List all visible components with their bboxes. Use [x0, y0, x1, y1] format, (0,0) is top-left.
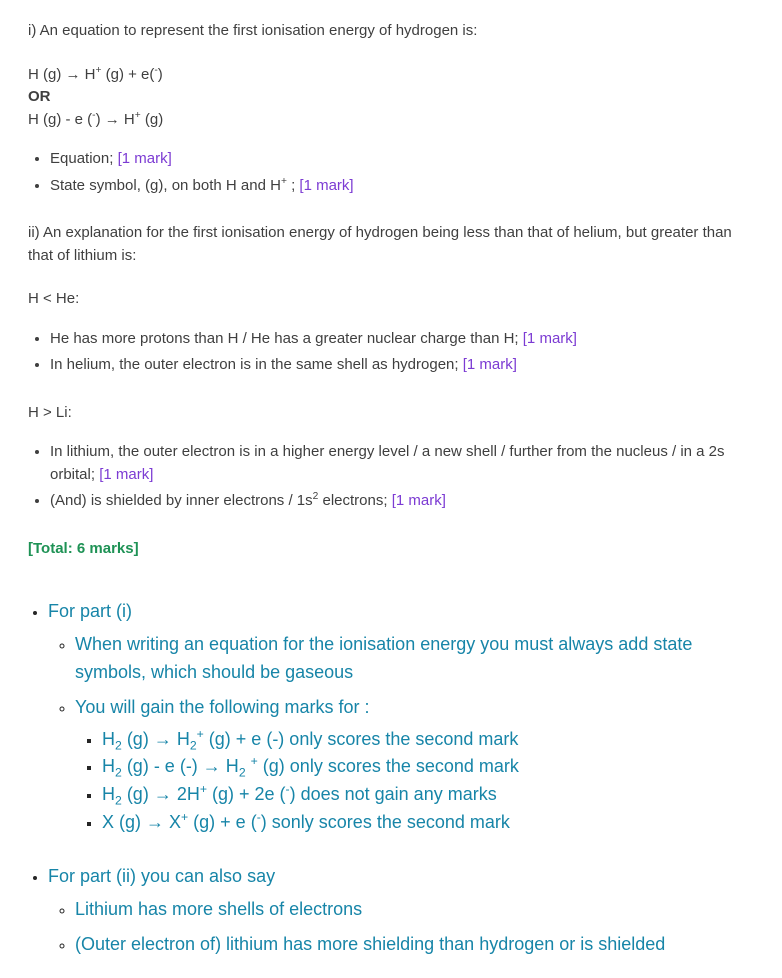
markscheme-section	[28, 20, 740, 560]
tip-point-text: When writing an equation for the ionisation energy you must always add state symbols, which should be gaseous	[75, 633, 693, 682]
tip-point	[75, 694, 740, 837]
list-item	[50, 441, 740, 486]
tip-part-ii-points	[48, 896, 740, 959]
list-item	[50, 490, 740, 513]
tip-equation	[102, 809, 740, 837]
part-i-intro: i) An equation to represent the first ionisation energy of hydrogen is:	[28, 22, 478, 39]
tip-equation	[102, 781, 740, 809]
tip-equations-list	[75, 726, 740, 838]
mark-badge: [1 mark]	[117, 150, 172, 167]
examiner-tips-section	[28, 598, 740, 959]
tip-part-ii	[48, 863, 740, 959]
mark-badge: [1 mark]	[99, 465, 154, 483]
list-item	[50, 175, 740, 198]
mark-badge: [1 mark]	[299, 176, 354, 194]
mark-badge: [1 mark]	[462, 356, 517, 373]
tip-equation-text: X (g) → X+ (g) + e (-) sonly scores the second mark	[102, 810, 510, 833]
or-label: OR	[28, 88, 51, 105]
bullet-text: (And) is shielded by inner electrons / $1s^2$ electrons;	[50, 491, 392, 509]
tip-point-text: You will gain the following marks for :	[75, 696, 370, 717]
tip-equation	[102, 726, 740, 754]
tip-equation-text: $H_2$ (g) → 2H+ (g) + 2e (-) does not gain any marks	[102, 782, 497, 808]
tip-equation-text: $H_2$ (g) - e (-) → $H_2$ + (g) only scores the second mark	[102, 754, 519, 781]
tip-point-text: Lithium has more shells of electrons	[75, 899, 363, 920]
bullet-text: He has more protons than H / He has a greater nuclear charge than H;	[50, 329, 523, 347]
list-item	[50, 148, 740, 171]
li-marks-list	[28, 441, 740, 513]
bullet-text: State symbol, (g), on both H and H+ ;	[50, 175, 300, 194]
h-lt-he-heading: H < He:	[28, 290, 80, 307]
mark-badge: [1 mark]	[391, 492, 446, 509]
tip-title: For part (ii) you can also say	[48, 866, 276, 887]
tip-point	[75, 896, 740, 924]
equation-block	[28, 64, 740, 132]
h-gt-li-heading: H > Li:	[28, 403, 72, 421]
list-item	[50, 328, 740, 351]
equation-line-2: H (g) - e (-) → H+ (g)	[28, 109, 164, 128]
total-marks: [Total: 6 marks]	[28, 539, 139, 557]
tip-point	[75, 931, 740, 959]
tip-title: For part (i)	[48, 601, 133, 621]
tip-point-text: (Outer electron of) lithium has more shielding than hydrogen or is shielded	[75, 933, 666, 954]
bullet-text: In helium, the outer electron is in the same shell as hydrogen;	[50, 356, 463, 373]
tip-equation-text: $H_2$ $(g) \to H_2^+$ (g) + e (-) only scores the second mark	[102, 726, 519, 753]
he-marks-list	[28, 328, 740, 377]
equation-line-1: H (g) → H+ (g) + e(-)	[28, 64, 163, 83]
tip-part-i	[48, 598, 740, 837]
bullet-text: Equation;	[50, 150, 118, 167]
list-item	[50, 354, 740, 377]
part-ii-intro: ii) An explanation for the first ionisation energy of hydrogen being less than that of helium, but greater than that of lithium is:	[28, 224, 732, 264]
tip-part-i-points	[48, 631, 740, 837]
tip-point	[75, 631, 740, 687]
bullet-text: In lithium, the outer electron is in a higher energy level / a new shell / further from the nucleus / in a 2s orbital;	[50, 443, 725, 483]
tips-list	[28, 598, 740, 959]
tip-equation	[102, 753, 740, 781]
part-i-marks-list	[28, 148, 740, 197]
mark-badge: [1 mark]	[522, 329, 577, 347]
